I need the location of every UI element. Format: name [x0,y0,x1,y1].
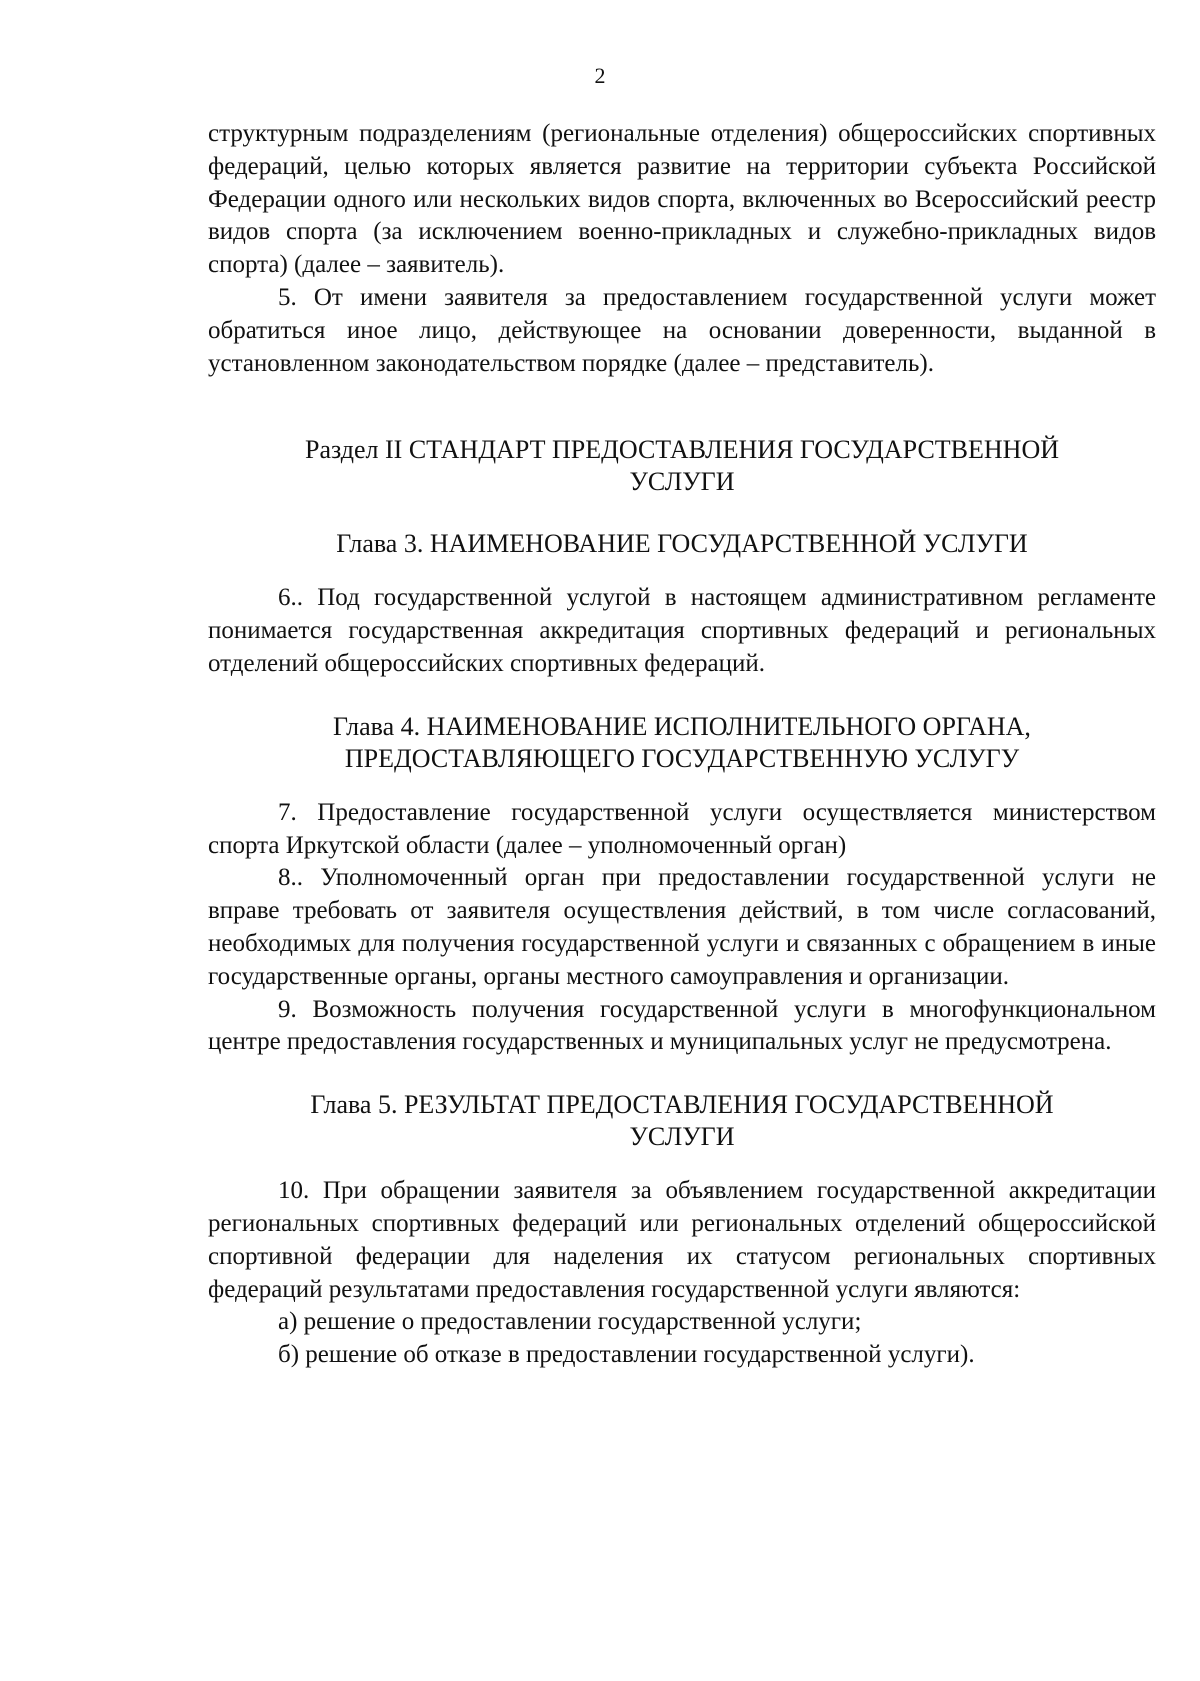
spacer [208,775,1156,797]
paragraph-5: 5. От имени заявителя за предоставлением государственной услуги может обратиться иное лицо, действующее на основании доверенности, выданной в установленном законодательством порядке (далее – представитель). [208,283,1156,377]
paragraph-continuation: структурным подразделениям (региональные отделения) общероссийских спортивных федераций, целью которых является развитие на территории субъекта Российской Федерации одного или нескольких видов спорта, включенных во Всероссийский реестр видов спорта (за исключением военно-прикладных и служебно-прикладных видов спорта) (далее – заявитель). [208,120,1156,279]
paragraph-10: 10. При обращении заявителя за объявлением государственной аккредитации региональных спортивных федераций или региональных отделений общероссийской спортивной федерации для наделения их статусом региональных спортивных федераций результатами предоставления государственной услуги являются: [208,1177,1156,1303]
spacer [208,681,1156,711]
chapter-5-title [208,1089,1156,1153]
section-2-title-line2: УСЛУГИ [629,467,735,497]
chapter-4-title-line1: Глава 4. НАИМЕНОВАНИЕ ИСПОЛНИТЕЛЬНОГО ОРГАНА, [333,711,1031,741]
spacer [208,380,1156,434]
chapter-4-title-line2: ПРЕДОСТАВЛЯЮЩЕГО ГОСУДАРСТВЕННУЮ УСЛУГУ [344,743,1020,773]
chapter-4-title [208,711,1156,775]
paragraph-9: 9. Возможность получения государственной услуги в многофункциональном центре предоставления государственных и муниципальных услуг не предусмотрена. [208,995,1156,1056]
spacer [208,498,1156,528]
paragraph-7: 7. Предоставление государственной услуги осуществляется министерством спорта Иркутской области (далее – уполномоченный орган) [208,798,1156,859]
paragraph-8: 8.. Уполномоченный орган при предоставлении государственной услуги не вправе требовать от заявителя осуществления действий, в том числе согласований, необходимых для получения государственной услуги и связанных с обращением в иные государственные органы, органы местного самоуправления и организации. [208,864,1156,990]
paragraph-6: 6.. Под государственной услугой в настоящем административном регламенте понимается государственная аккредитация спортивных федераций и региональных отделений общероссийских спортивных федераций. [208,584,1156,677]
page-content [208,118,1156,1372]
section-2-title-line1: Раздел II СТАНДАРТ ПРЕДОСТАВЛЕНИЯ ГОСУДАРСТВЕННОЙ [304,435,1060,465]
spacer [208,1153,1156,1175]
section-2-title [208,434,1156,498]
page-number: 2 [594,63,606,88]
spacer [208,560,1156,582]
chapter-5-title-line1: Глава 5. РЕЗУЛЬТАТ ПРЕДОСТАВЛЕНИЯ ГОСУДАРСТВЕННОЙ [310,1090,1054,1120]
list-item-a: а) решение о предоставлении государственной услуги; [278,1308,862,1336]
chapter-5-title-line2: УСЛУГИ [629,1122,735,1152]
list-item-b: б) решение об отказе в предоставлении государственной услуги). [278,1341,975,1369]
spacer [208,1059,1156,1089]
chapter-3-title: Глава 3. НАИМЕНОВАНИЕ ГОСУДАРСТВЕННОЙ УСЛУГИ [336,529,1028,559]
